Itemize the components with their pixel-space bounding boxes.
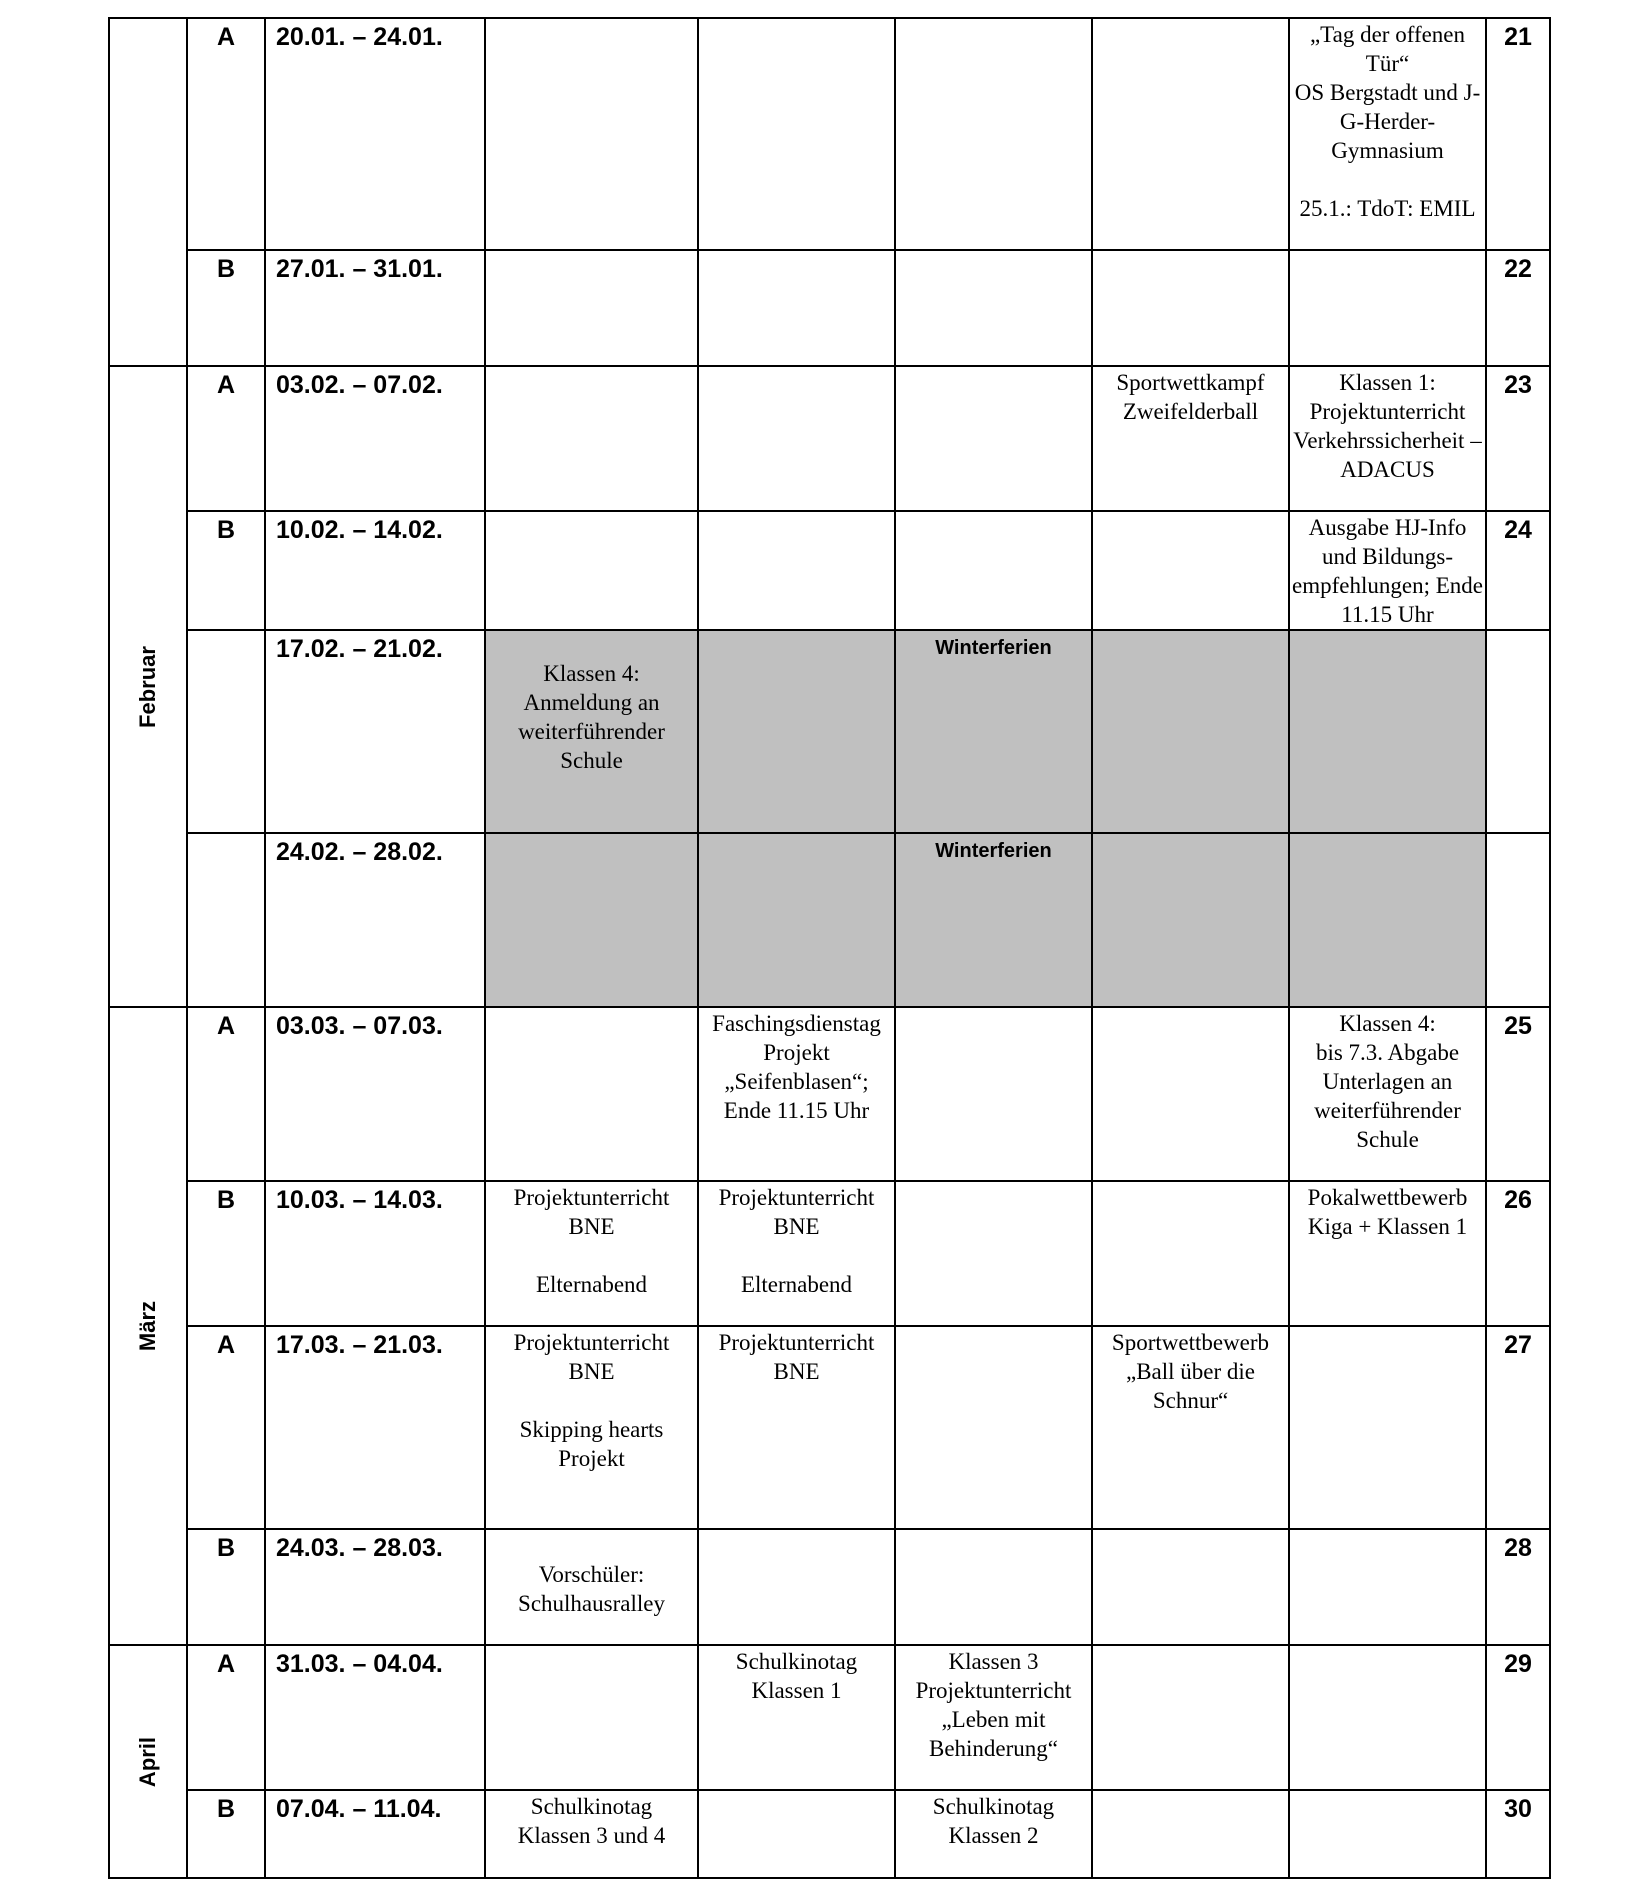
week-number-cell [1486, 630, 1550, 833]
event-cell: Projektunterricht BNE Elternabend [485, 1181, 698, 1326]
date-range-cell: 31.03. – 04.04. [265, 1645, 485, 1790]
month-cell-april [109, 1645, 187, 1878]
ab-week-cell: B [187, 1790, 265, 1878]
date-range-cell: 17.02. – 21.02. [265, 630, 485, 833]
event-cell [698, 366, 895, 511]
event-cell: Pokalwettbewerb Kiga + Klassen 1 [1289, 1181, 1486, 1326]
table-row [109, 18, 1550, 250]
event-cell: Schulkinotag Klassen 1 [698, 1645, 895, 1790]
date-range-cell: 17.03. – 21.03. [265, 1326, 485, 1529]
table-row [109, 1181, 1550, 1326]
event-cell [1289, 1790, 1486, 1878]
holiday-cell [895, 833, 1092, 1007]
event-cell [1092, 1645, 1289, 1790]
table-row [109, 250, 1550, 366]
table-row [109, 1326, 1550, 1529]
event-cell [1092, 511, 1289, 630]
ab-week-cell [187, 833, 265, 1007]
date-range-cell: 24.03. – 28.03. [265, 1529, 485, 1645]
event-cell [895, 1007, 1092, 1181]
week-number-cell: 30 [1486, 1790, 1550, 1878]
ab-week-cell: A [187, 1007, 265, 1181]
event-cell [698, 511, 895, 630]
month-cell-empty [109, 18, 187, 366]
date-range-cell: 10.02. – 14.02. [265, 511, 485, 630]
event-cell [485, 1645, 698, 1790]
date-range-cell: 03.03. – 07.03. [265, 1007, 485, 1181]
holiday-label: Winterferien [935, 637, 1052, 659]
event-cell [1092, 1790, 1289, 1878]
month-label: Februar [135, 645, 160, 728]
event-cell [1289, 1645, 1486, 1790]
date-range-cell: 20.01. – 24.01. [265, 18, 485, 250]
event-cell: Vorschüler: Schulhausralley [485, 1529, 698, 1645]
event-cell [485, 1007, 698, 1181]
week-number-cell: 24 [1486, 511, 1550, 630]
date-range-cell: 24.02. – 28.02. [265, 833, 485, 1007]
table-row-holiday [109, 833, 1550, 1007]
week-number-cell: 26 [1486, 1181, 1550, 1326]
event-cell [1289, 630, 1486, 833]
event-cell: „Tag der offenen Tür“ OS Bergstadt und J-G-Herder-Gymnasium 25.1.: TdoT: EMIL [1289, 18, 1486, 250]
event-cell [485, 366, 698, 511]
event-cell [1092, 833, 1289, 1007]
event-cell: Klassen 4: Anmeldung an weiterführender Schule [485, 630, 698, 833]
event-cell: Sportwettkampf Zweifelderball [1092, 366, 1289, 511]
event-cell [698, 18, 895, 250]
table-row [109, 511, 1550, 630]
event-cell [1092, 630, 1289, 833]
event-cell [1289, 1529, 1486, 1645]
table-row [109, 1645, 1550, 1790]
ab-week-cell: A [187, 366, 265, 511]
event-cell [485, 18, 698, 250]
ab-week-cell [187, 630, 265, 833]
event-cell [895, 366, 1092, 511]
ab-week-cell: B [187, 1529, 265, 1645]
event-cell [1092, 1007, 1289, 1181]
event-cell: Klassen 3 Projektunterricht „Leben mit Behinderung“ [895, 1645, 1092, 1790]
week-number-cell: 27 [1486, 1326, 1550, 1529]
date-range-cell: 10.03. – 14.03. [265, 1181, 485, 1326]
event-cell: Klassen 4: bis 7.3. Abgabe Unterlagen an weiterführender Schule [1289, 1007, 1486, 1181]
event-cell [895, 250, 1092, 366]
ab-week-cell: B [187, 511, 265, 630]
week-number-cell: 23 [1486, 366, 1550, 511]
month-label: März [135, 1300, 160, 1352]
event-cell [698, 1529, 895, 1645]
event-cell: Sportwettbewerb „Ball über die Schnur“ [1092, 1326, 1289, 1529]
event-cell: Projektunterricht BNE Elternabend [698, 1181, 895, 1326]
event-cell [1289, 250, 1486, 366]
ab-week-cell: A [187, 1645, 265, 1790]
ab-week-cell: B [187, 1181, 265, 1326]
event-cell [1289, 1326, 1486, 1529]
holiday-label: Winterferien [935, 840, 1052, 862]
event-cell [485, 511, 698, 630]
ab-week-cell: B [187, 250, 265, 366]
event-cell [698, 1790, 895, 1878]
event-cell [1092, 250, 1289, 366]
table-row [109, 1790, 1550, 1878]
event-cell [895, 18, 1092, 250]
ab-week-cell: A [187, 1326, 265, 1529]
schedule-table [108, 17, 1551, 1879]
week-number-cell: 21 [1486, 18, 1550, 250]
event-cell [1092, 1529, 1289, 1645]
event-cell [895, 511, 1092, 630]
event-cell: Ausgabe HJ-Info und Bildungs-empfehlungen; Ende 11.15 Uhr [1289, 511, 1486, 630]
event-cell [485, 833, 698, 1007]
event-cell [895, 1181, 1092, 1326]
week-number-cell [1486, 833, 1550, 1007]
event-cell [698, 833, 895, 1007]
event-cell [895, 1326, 1092, 1529]
date-range-cell: 27.01. – 31.01. [265, 250, 485, 366]
event-cell: Schulkinotag Klassen 3 und 4 [485, 1790, 698, 1878]
table-row [109, 1529, 1550, 1645]
month-cell-februar [109, 366, 187, 1007]
month-label: April [135, 1736, 160, 1787]
week-number-cell: 22 [1486, 250, 1550, 366]
event-cell [698, 250, 895, 366]
table-row [109, 366, 1550, 511]
event-cell [1289, 833, 1486, 1007]
event-cell: Klassen 1: Projektunterricht Verkehrssicherheit – ADACUS [1289, 366, 1486, 511]
event-cell: Projektunterricht BNE [698, 1326, 895, 1529]
event-cell: Schulkinotag Klassen 2 [895, 1790, 1092, 1878]
event-cell [895, 1529, 1092, 1645]
month-cell-maerz [109, 1007, 187, 1645]
ab-week-cell: A [187, 18, 265, 250]
date-range-cell: 07.04. – 11.04. [265, 1790, 485, 1878]
week-number-cell: 28 [1486, 1529, 1550, 1645]
table-row-holiday [109, 630, 1550, 833]
event-cell [485, 250, 698, 366]
holiday-cell [895, 630, 1092, 833]
week-number-cell: 25 [1486, 1007, 1550, 1181]
event-cell [1092, 1181, 1289, 1326]
week-number-cell: 29 [1486, 1645, 1550, 1790]
event-cell [698, 630, 895, 833]
date-range-cell: 03.02. – 07.02. [265, 366, 485, 511]
table-row [109, 1007, 1550, 1181]
event-cell [1092, 18, 1289, 250]
event-cell: Projektunterricht BNE Skipping hearts Projekt [485, 1326, 698, 1529]
event-cell: Faschingsdienstag Projekt „Seifenblasen“; Ende 11.15 Uhr [698, 1007, 895, 1181]
